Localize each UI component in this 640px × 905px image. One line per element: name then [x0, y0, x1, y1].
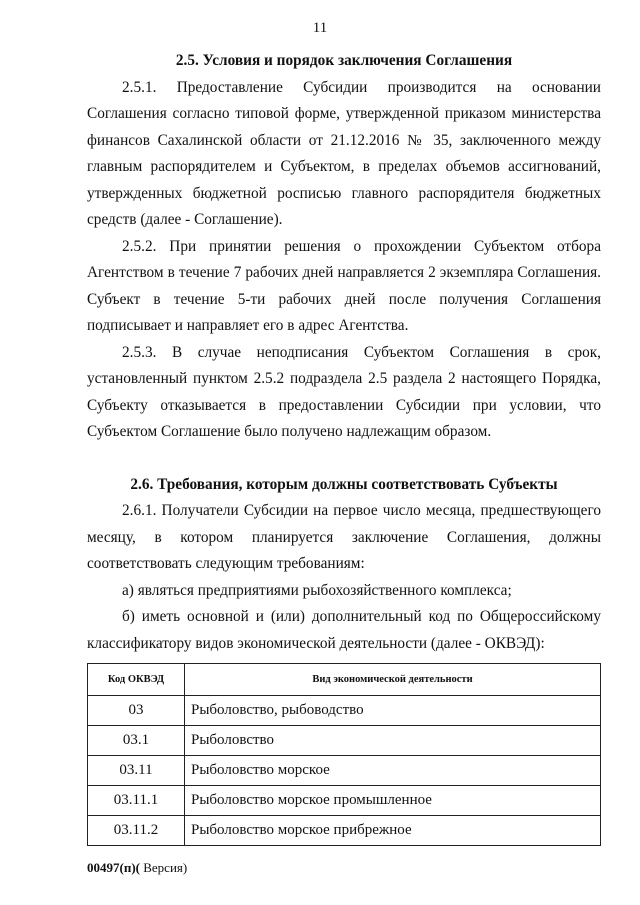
document-body [87, 48, 601, 657]
okved-code-cell: 03.1 [88, 726, 185, 756]
table-row [88, 756, 601, 786]
column-header-code: Код ОКВЭД [88, 664, 185, 696]
okved-table [87, 663, 601, 846]
document-footer [87, 860, 187, 876]
paragraph-2-5-2: 2.5.2. При принятии решения о прохождении Субъектом отбора Агентством в течение 7 рабочих дней направляется 2 экземпляра Соглашения. Субъект в течение 5-ти рабочих дней после получения Соглашения подписывает и направляет его в адрес Агентства. [87, 237, 601, 334]
okved-code-cell: 03.11.1 [88, 786, 185, 816]
section-2-5-heading: 2.5. Условия и порядок заключения Соглашения [175, 52, 513, 69]
table-row [88, 696, 601, 726]
paragraph-2-6-1: 2.6.1. Получатели Субсидии на первое число месяца, предшествующего месяцу, в котором планируется заключение Соглашения, должны соответствовать следующим требованиям: [87, 502, 601, 572]
activity-name-cell: Рыболовство морское промышленное [185, 786, 601, 816]
page-number: 11 [312, 20, 328, 36]
okved-code-cell: 03 [88, 696, 185, 726]
activity-name-cell: Рыболовство [185, 726, 601, 756]
paragraph-2-6-b: б) иметь основной и (или) дополнительный код по Общероссийскому классификатору видов экономической деятельности (далее - ОКВЭД): [87, 608, 601, 652]
table-row [88, 786, 601, 816]
paragraph-2-5-3: 2.5.3. В случае неподписания Субъектом Соглашения в срок, установленный пунктом 2.5.2 подраздела 2.5 раздела 2 настоящего Порядка, Субъекту отказывается в предоставлении Субсидии при условии, что Субъектом Соглашение было получено надлежащим образом. [87, 343, 601, 440]
activity-name-cell: Рыболовство морское прибрежное [185, 816, 601, 846]
paragraph-2-6-a: а) являться предприятиями рыбохозяйственного комплекса; [122, 581, 512, 599]
table-header-row [88, 664, 601, 696]
okved-code-cell: 03.11 [88, 756, 185, 786]
paragraph-2-5-1: 2.5.1. Предоставление Субсидии производится на основании Соглашения согласно типовой форме, утвержденной приказом министерства финансов Сахалинской области от 21.12.2016 № 35, заключенного между главным распорядителем и Субъектом, в пределах объемов ассигнований, утвержденных бюджетной росписью главного распорядителя бюджетных средств (далее - Соглашение). [87, 78, 601, 228]
column-header-activity: Вид экономической деятельности [185, 664, 601, 696]
table-row [88, 816, 601, 846]
okved-code-cell: 03.11.2 [88, 816, 185, 846]
footer-doc-code: 00497(п)( [87, 860, 140, 875]
section-2-6-heading: 2.6. Требования, которым должны соответствовать Субъекты [130, 475, 558, 493]
table-row [88, 726, 601, 756]
footer-version: Версия) [139, 860, 188, 875]
activity-name-cell: Рыболовство, рыбоводство [185, 696, 601, 726]
activity-name-cell: Рыболовство морское [185, 756, 601, 786]
